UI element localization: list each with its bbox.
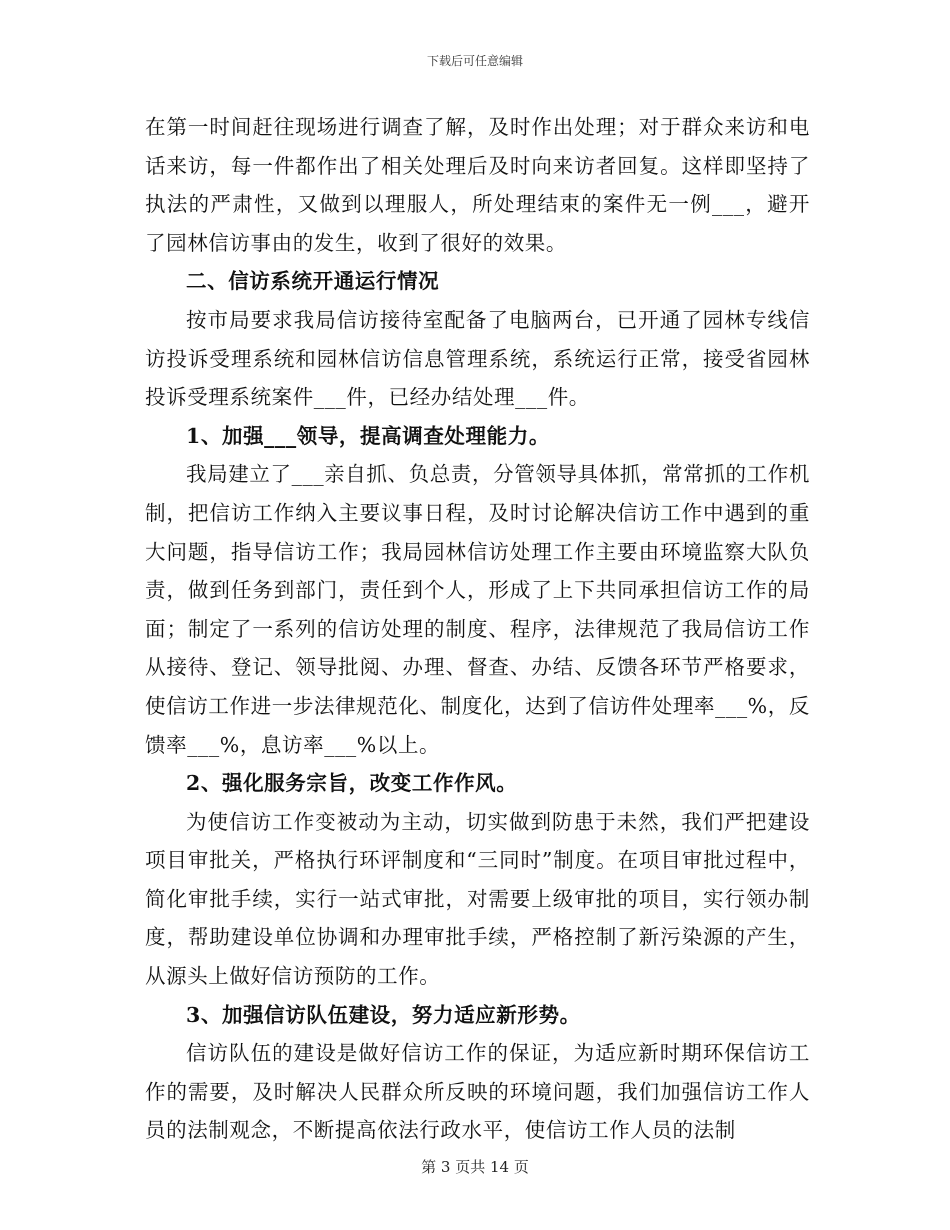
document-body [145, 108, 810, 1150]
section-heading-system: 二、信访系统开通运行情况 [186, 269, 440, 294]
paragraph-system: 按市局要求我局信访接待室配备了电脑两台，已开通了园林专线信访投诉受理系统和园林信访信息管理系统，系统运行正常，接受省园林投诉受理系统案件___件，已经办结处理___件。 [145, 307, 810, 410]
paragraph-continuation: 在第一时间赶往现场进行调查了解，及时作出处理；对于群众来访和电话来访，每一件都作出了相关处理后及时向来访者回复。这样即坚持了执法的严肃性，又做到以理服人，所处理结束的案件无一例___，避开了园林信访事由的发生，收到了很好的效果。 [145, 115, 810, 255]
subheading-team: 3、加强信访队伍建设，努力适应新形势。 [186, 1002, 581, 1027]
paragraph-team: 信访队伍的建设是做好信访工作的保证，为适应新时期环保信访工作的需要，及时解决人民群众所反映的环境问题，我们加强信访工作人员的法制观念，不断提高依法行政水平，使信访工作人员的法制 [145, 1041, 810, 1143]
page-header-note: 下载后可任意编辑 [426, 54, 523, 68]
subheading-service: 2、强化服务宗旨，改变工作作风。 [186, 771, 518, 796]
paragraph-leadership: 我局建立了___亲自抓、负总责，分管领导具体抓，常常抓的工作机制，把信访工作纳入主要议事日程，及时讨论解决信访工作中遇到的重大问题，指导信访工作；我局园林信访处理工作主要由环境监察大队负责，做到任务到部门，责任到个人，形成了上下共同承担信访工作的局面；制定了一系列的信访处理的制度、程序，法律规范了我局信访工作从接待、登记、领导批阅、办理、督查、办结、反馈各环节严格要求，使信访工作进一步法律规范化、制度化，达到了信访件处理率___%，反馈率___%，息访率___%以上。 [145, 462, 810, 757]
subheading-leadership: 1、加强___领导，提高调查处理能力。 [186, 423, 550, 448]
page-footer-number: 第 3 页共 14 页 [421, 1158, 529, 1176]
paragraph-service: 为使信访工作变被动为主动，切实做到防患于未然，我们严把建设项目审批关，严格执行环评制度和“三同时”制度。在项目审批过程中，简化审批手续，实行一站式审批，对需要上级审批的项目，实行领办制度，帮助建设单位协调和办理审批手续，严格控制了新污染源的产生，从源头上做好信访预防的工作。 [145, 809, 810, 989]
